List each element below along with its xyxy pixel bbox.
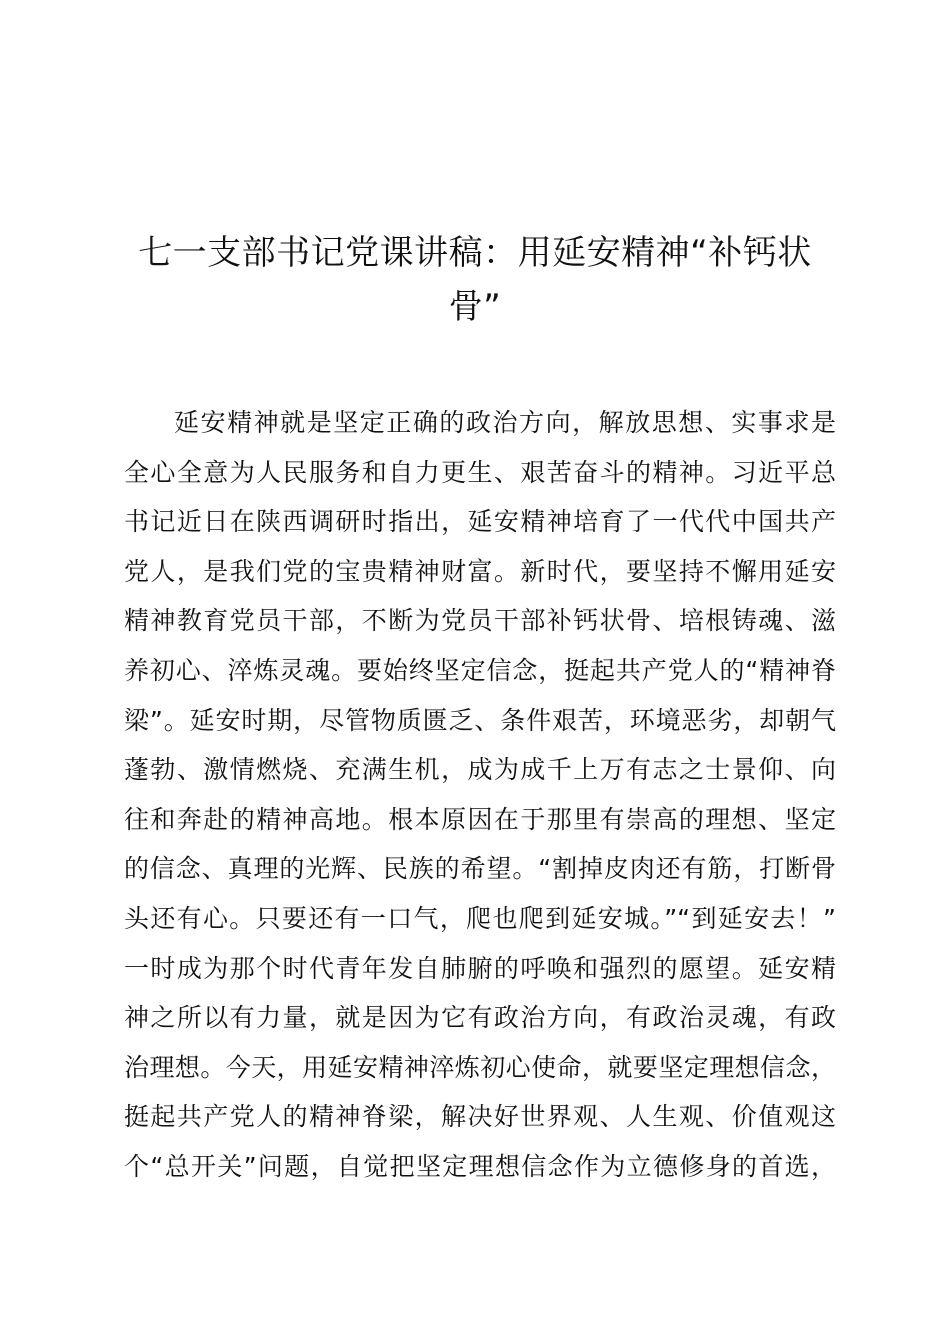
paragraph-line: 头还有心。只要还有一口气，爬也爬到延安城。”“到延安去！”: [124, 903, 836, 933]
paragraph-line: 一时成为那个时代青年发自肺腑的呼唤和强烈的愿望。延安精: [124, 953, 836, 983]
paragraph-line: 党人，是我们党的宝贵精神财富。新时代，要坚持不懈用延安: [124, 556, 836, 586]
paragraph-line: 往和奔赴的精神高地。根本原因在于那里有崇高的理想、坚定: [124, 804, 836, 834]
paragraph-line: 全心全意为人民服务和自力更生、艰苦奋斗的精神。习近平总: [124, 457, 836, 487]
title-line-1: 七一支部书记党课讲稿：用延安精神“补钙状: [138, 233, 812, 273]
paragraph-line: 精神教育党员干部，不断为党员干部补钙状骨、培根铸魂、滋: [124, 606, 836, 636]
paragraph-line: 个“总开关”问题，自觉把坚定理想信念作为立德修身的首选，: [124, 1151, 836, 1181]
paragraph-line: 挺起共产党人的精神脊梁，解决好世界观、人生观、价值观这: [124, 1102, 836, 1132]
paragraph-line: 梁”。延安时期，尽管物质匮乏、条件艰苦，环境恶劣，却朝气: [124, 705, 836, 735]
title-line-2: 骨”: [448, 287, 502, 327]
paragraph-line: 蓬勃、激情燃烧、充满生机，成为成千上万有志之士景仰、向: [124, 755, 836, 785]
body-paragraph: [124, 398, 836, 1192]
document-title: [120, 226, 830, 334]
paragraph-line: 治理想。今天，用延安精神淬炼初心使命，就要坚定理想信念，: [124, 1052, 836, 1082]
paragraph-line: 延安精神就是坚定正确的政治方向，解放思想、实事求是: [174, 408, 836, 437]
paragraph-line: 养初心、淬炼灵魂。要始终坚定信念，挺起共产党人的“精神脊: [124, 655, 836, 685]
paragraph-line: 神之所以有力量，就是因为它有政治方向，有政治灵魂，有政: [124, 1003, 836, 1033]
paragraph-line: 的信念、真理的光辉、民族的希望。“割掉皮肉还有筋，打断骨: [124, 854, 836, 884]
paragraph-line: 书记近日在陕西调研时指出，延安精神培育了一代代中国共产: [124, 507, 836, 537]
